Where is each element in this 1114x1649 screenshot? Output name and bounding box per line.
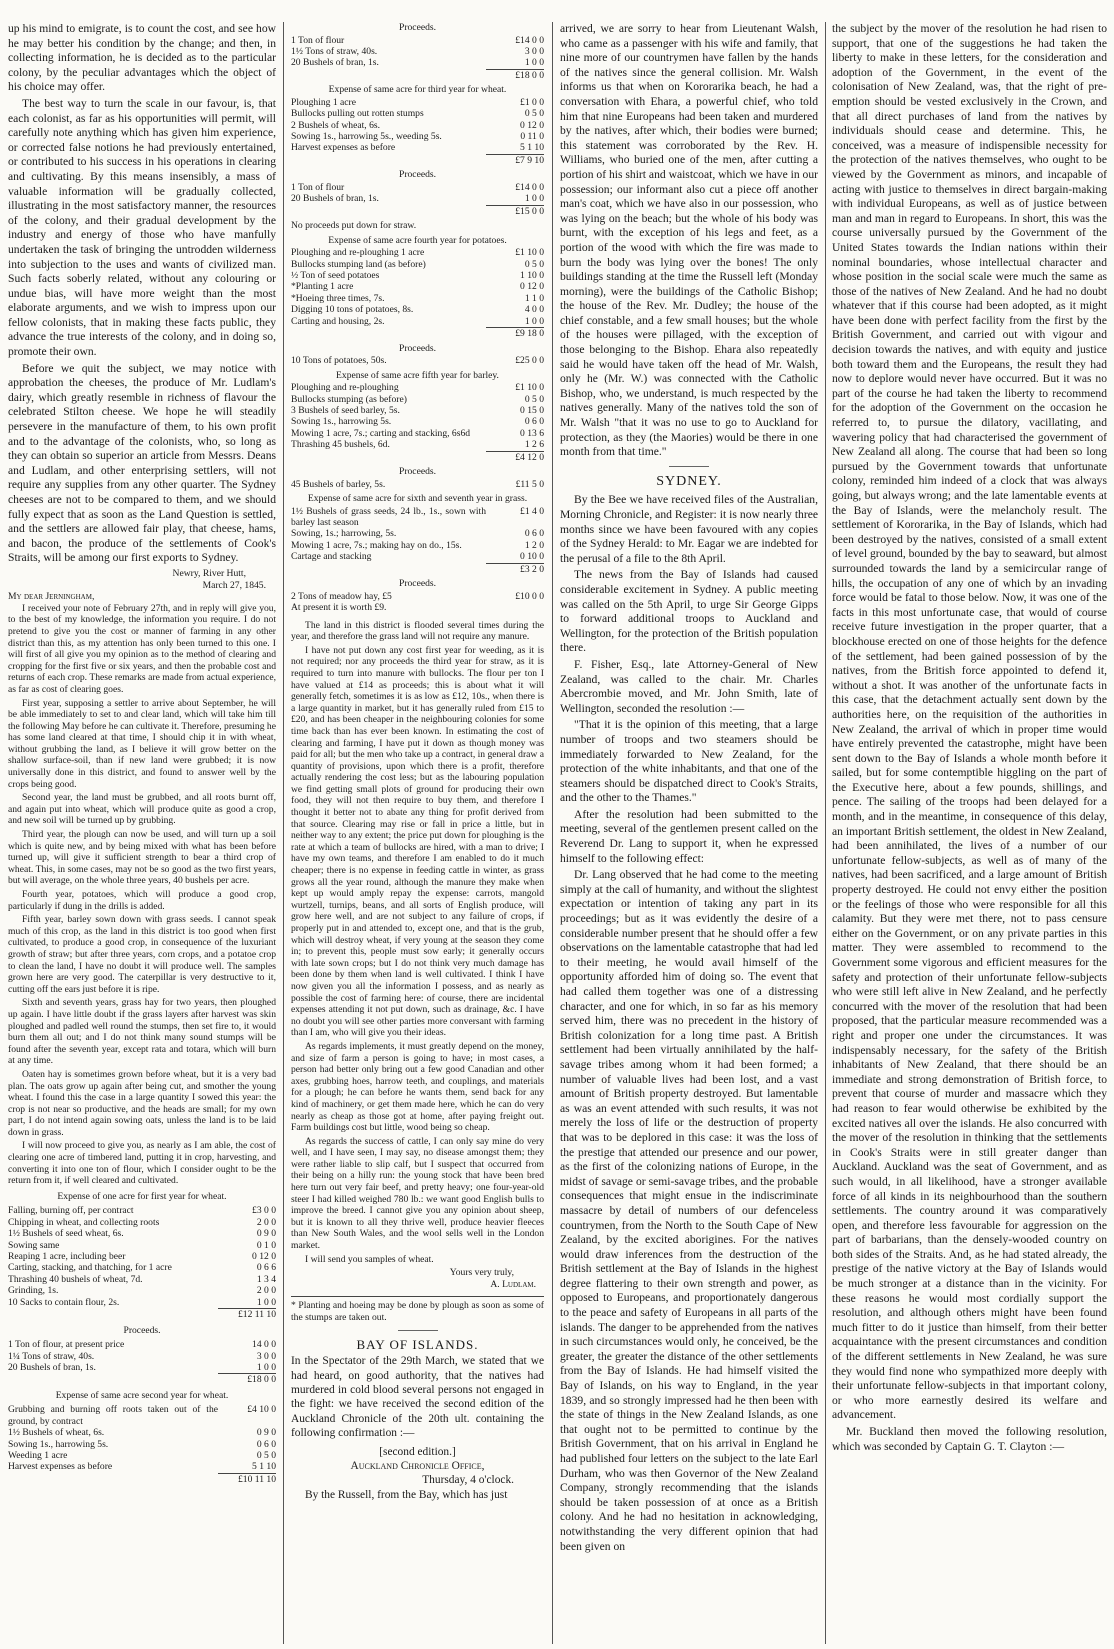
note-text: At present it is worth £9.: [291, 601, 387, 613]
table-row: Mowing 1 acre, 7s.; carting and stacking, 6s6d 0 13 6: [291, 427, 544, 439]
proceeds-title: Proceeds.: [398, 22, 437, 33]
letter-paragraph: The land in this district is flooded several times during the year, and therefore the grass land will not require any manure.: [291, 619, 544, 643]
article-paragraph: up his mind to emigrate, is to count the cost, and see how he may better his condition by the change; and then, in collecting information, he is decided as to the particular colony, by the peculiar advantages which the object of his choice may offer.: [8, 22, 276, 94]
expense-table-title: Expense of same acre fifth year for barley.: [336, 369, 499, 381]
table-row: Weeding 1 acre 0 5 0: [8, 1449, 276, 1461]
table-total-row: £15 0 0: [291, 205, 544, 217]
table-row: 1½ Bushels of grass seeds, 24 lb., 1s., sown with barley last season £1 4 0: [291, 505, 544, 528]
article-paragraph: In the Spectator of the 29th March, we stated that we had heard, on good authority, that the natives had murdered in cold blood several persons not engaged in the fight: we have received the second edition of the Auckland Chronicle of the 20th ult. containing the following confirmation :—: [291, 1355, 544, 1440]
table-row: 2 Tons of meadow hay, £5 £10 0 0: [291, 590, 544, 602]
note-text: No proceeds put down for straw.: [291, 220, 417, 232]
table-row: 20 Bushels of bran, 1s. 1 0 0: [8, 1361, 276, 1373]
letter-paragraph: I will send you samples of wheat.: [305, 1253, 434, 1265]
table-row: Bullocks stumping land (as before) 0 5 0: [291, 258, 544, 270]
table-row: 1 Ton of flour, at present price 14 0 0: [8, 1339, 276, 1351]
proceeds-table: [291, 591, 544, 602]
table-row: 45 Bushels of barley, 5s. £11 5 0: [291, 478, 544, 490]
table-total-row: £7 9 10: [291, 154, 544, 166]
letter-paragraph: I received your note of February 27th, and in reply will give you, to the best of my knowledge, the information you require. I do not pretend to give you the cost or manner of farming in any other district than this, as my attention has only been turned to this one. I will first of all give you my opinion as to the method of clearing and cropping for the first five or six years, and then the probable cost and returns of each crop. These remarks are made from actual experience, as far as cost of clearing goes.: [8, 602, 276, 695]
column-rule: [825, 22, 826, 1644]
table-row: Bullocks stumping (as before) 0 5 0: [291, 393, 544, 405]
letter-dateline: Newry, River Hutt,: [172, 567, 246, 579]
letter-paragraph: I have not put down any cost first year for weeding, as it is not required; nor any proceeds the third year for straw, as it is required to turn into manure with bullocks. The flour per ton I have valued at £14 as proceeds; this is about what it will generally fetch, sometimes it is as low as £12, 10s., when there is a large quantity in market, but it has generally ruled from £15 to £20, and has been cheaper in the neighbouring colonies for some time back than has ever been known. In estimating the cost of clearing and farming, I have put it down as though money was paid for all; but the men who take up a contract, in general draw a quantity of provisions, upon which there is a profit, therefore actually rendering the cost less; but as the labouring population we find getting small plots of ground for producing their own food, they will not then require to buy them, and therefore I thought it better not to abate any thing for profit derived from that source. Clearing may rise or fall in price a little, but in neither way to any extent; the price put down for ploughing is the rate at which a team of bullocks are hired, with a man to drive; I have my own teams, and therefore I am enabled to do it much cheaper; there is no expense in feeding cattle in winter, as grass grows all the year round, although the manure they make when kept up would amply repay the expense: carrots, mangold wurtzell, turnips, beans, and all sorts of English produce, will grow here well, and are not subject to any failure of crops, if properly put in and attended to, except one, and that is the grub, which will destroy wheat, if very young at the season they come in; to prevent this, people must sow early; it generally occurs with late sown crops; but I do not think very much damage has been done by them when land is well cultivated. I think I have now given you all the information I possess, and as nearly as possible the cost of farming here: of course, there are incidental expenses attending it not put down, such as drainage, &c. I have no doubt you will see other parties more conversant with farming than I am, who will give you their ideas.: [291, 644, 544, 1039]
article-paragraph: Dr. Lang observed that he had come to the meeting simply at the call of humanity, and without the slightest expectation or intention of taking any part in its proceedings; but as it was evidently the desire of a considerable number present that he should offer a few observations on the lamentable catastrophe that had led to their meeting, he would avail himself of the opportunity afforded him of doing so. The event that had called them together was one of a distressing character, and one for which, in so far as his memory served him, there was no precedent in the history of British colonization for a long time past. A British settlement had been virtually annihilated by the half-savage tribes among whom it had been formed; a number of valuable lives had been lost, and a vast amount of British property destroyed. But lamentable as was an event attended with such results, it was not merely the loss of life or the destruction of property that was to be deplored in this case: it was the loss of the prestige that attended our presence and our power, as the first of the colonizing nations of Europe, in the midst of savage or semi-savage tribes, and the probable consequences that might ensue in the indiscriminate massacre by detail of numbers of our defenceless countrymen, from the North to the South Cape of New Zealand, by the excited aborigines. For the natives would draw inferences from the destruction of the British settlement at the Bay of Islands in the highest degree flattering to their own strength and power, as opposed to Europeans, and proportionately dangerous to the peace and safety of Europeans in all parts of the islands. The danger to be apprehended from the natives in such circumstances would only, he conceived, be the greater, the greater the distance of the other settlements from the Bay of Islands. He had himself visited the Bay of Islands, on his way to England, in the year 1839, and so strongly impressed had he then been with the state of things in the New Zealand Islands, as one that ought not to be permitted to continue by the British Government, that on his arrival in England he had published four letters on the subject to the late Earl Durham, who was then Governor of the New Zealand Company, strongly recommending that the islands should be taken possession of at once as a British colony. And he had no hesitation in acknowledging, notwithstanding the very different opinion that had been given on: [560, 868, 818, 1553]
article-paragraph: The news from the Bay of Islands had caused considerable excitement in Sydney. A public meeting was called on the 5th April, to urge Sir George Gipps to forward additional troops to Auckland and Wellington, for the protection of the British population there.: [560, 568, 818, 655]
letter-paragraph: Second year, the land must be grubbed, and all roots burnt off, and again put into wheat, which will produce quite as good a crop, and new soil will be turned up by grubbing.: [8, 792, 276, 827]
table-row: 10 Tons of potatoes, 50s. £25 0 0: [291, 355, 544, 367]
article-paragraph: F. Fisher, Esq., late Attorney-General of New Zealand, was called to the chair. Mr. Charles Abercrombie moved, and Mr. John Smith, late of Wellington, seconded the resolution :—: [560, 657, 818, 715]
table-total-row: £10 11 10: [8, 1473, 276, 1485]
expense-table: [291, 506, 544, 575]
expense-table: [291, 97, 544, 166]
letter-paragraph: Fourth year, potatoes, which will produce a good crop, particularly if dung in the drills is added.: [8, 889, 276, 912]
table-row: Grinding, 1s. 2 0 0: [8, 1285, 276, 1297]
section-divider: [669, 466, 709, 467]
section-divider: [398, 1330, 438, 1331]
time-line: Thursday, 4 o'clock.: [422, 1474, 514, 1487]
table-row: Chipping in wheat, and collecting roots 2 0 0: [8, 1216, 276, 1228]
table-row: 3 Bushels of seed barley, 5s. 0 15 0: [291, 404, 544, 416]
column-3: [560, 22, 818, 1644]
letter-date: March 27, 1845.: [202, 579, 266, 591]
proceeds-title: Proceeds.: [123, 1324, 161, 1336]
letter-paragraph: Fifth year, barley sown down with grass seeds. I cannot speak much of this crop, as the land in this district is too good when first cultivated, to produce a good crop, in consequence of the luxuriant growth of straw; but after three years, corn crops, and a potatoe crop to clean the land, I have no doubt it will produce well. The samples grown here are very good. The caterpillar is very destructive to it, cutting off the ears just before it is ripe.: [8, 914, 276, 995]
table-row: Falling, burning off, per contract £3 0 0: [8, 1205, 276, 1217]
expense-table-title: Expense of same acre second year for wheat.: [55, 1389, 229, 1401]
table-total-row: £3 2 0: [291, 563, 544, 575]
proceeds-table: [291, 35, 544, 82]
table-row: *Planting 1 acre 0 12 0: [291, 281, 544, 293]
table-total-row: £4 12 0: [291, 451, 544, 463]
expense-table: [8, 1205, 276, 1320]
table-row: *Hoeing three times, 7s. 1 1 0: [291, 292, 544, 304]
table-row: 1½ Bushels of seed wheat, 6s. 0 9 0: [8, 1228, 276, 1240]
article-paragraph: Before we quit the subject, we may notice with approbation the cheeses, the produce of Mr. Ludlam's dairy, which greatly resemble in richness of flavour the celebrated Stilton cheese. We hope he will steadily persevere in the manufacture of them, to his own profit and to the advantage of the colonists, who, so long as they can obtain so superior an article from Messrs. Deans and Ludlam, and other enterprising settlers, will not require any supplies from any other quarter. The Sydney cheeses are not to be compared to them, and we should fully expect that as soon as the Land Question is settled, and the settlers are allowed fair play, that cheese, hams, and bacon, the produce of the settlements of Cook's Straits, will be among our first exports to Sydney.: [8, 361, 276, 565]
column-rule: [552, 22, 553, 1644]
proceeds-title: Proceeds.: [398, 465, 437, 477]
table-row: 20 Bushels of bran, 1s. 1 0 0: [291, 193, 544, 205]
letter-signature: A. Ludlam.: [490, 1278, 536, 1290]
table-row: Sowing 1s., harrowing 5s. 0 6 0: [291, 416, 544, 428]
table-row: 20 Bushels of bran, 1s. 1 0 0: [291, 57, 544, 69]
letter-paragraph: First year, supposing a settler to arrive about September, he will be able immediately to set to and clear land, which will take him till the following May before he can cultivate it. Therefore, presuming he has some land cleared at that time, I should chip it in with wheat, without grubbing the land, as I believe it will grow better on the shallow surface-soil, than if new land were grubbed; it is now universally done in this district, and found to answer well by the crops being good.: [8, 697, 276, 790]
letter-paragraph: Sixth and seventh years, grass hay for two years, then ploughed up again. I have little doubt if the grass layers after harvest was skin ploughed and padled well round the stumps, then set fire to, it would burn them all out; and I do not think many sound stumps will be found after the seventh year, except rata and totara, which will burn at any time.: [8, 997, 276, 1067]
expense-table-title: Expense of same acre for third year for wheat.: [328, 84, 507, 96]
letter-salutation: My dear Jerningham,: [8, 591, 95, 603]
edition-label: [second edition.]: [379, 1445, 456, 1458]
section-heading: SYDNEY.: [656, 473, 722, 489]
proceeds-title: Proceeds.: [398, 169, 437, 181]
proceeds-title: Proceeds.: [398, 577, 437, 589]
article-paragraph: Mr. Buckland then moved the following resolution, which was seconded by Captain G. T. Clayton :—: [832, 1425, 1107, 1453]
table-row: 1 Ton of flour £14 0 0: [291, 34, 544, 46]
office-line: Auckland Chronicle Office,: [350, 1460, 485, 1473]
table-row: Thrashing 40 bushels of wheat, 7d. 1 3 4: [8, 1273, 276, 1285]
letter-paragraph: As regards implements, it must greatly depend on the money, and size of farm a person is going to have; in most cases, a person had better only bring out a few good Canadian and other axes, grubbing hoes, harrow teeth, and couplings, and materials for a plough; he can before he wants them, send back for any kind of machinery, or get them made here, which he can do very nearly as cheap as those got at home, after paying freight out. Farm buildings cost but little, wood being so cheap.: [291, 1040, 544, 1134]
table-row: Digging 10 tons of potatoes, 8s. 4 0 0: [291, 304, 544, 316]
expense-table-title: Expense of same acre fourth year for potatoes.: [328, 234, 507, 246]
expense-table: [8, 1404, 276, 1485]
table-row: 1½ Tons of straw, 40s. 3 0 0: [291, 46, 544, 57]
table-row: Sowing 1s., harrowing 5s. 0 6 0: [8, 1438, 276, 1450]
expense-table: [291, 247, 544, 339]
table-row: 1½ Bushels of wheat, 6s. 0 9 0: [8, 1427, 276, 1439]
article-paragraph: By the Russell, from the Bay, which has just: [305, 1488, 508, 1501]
column-4: [832, 22, 1107, 1644]
letter-closing: Yours very truly,: [449, 1267, 514, 1279]
proceeds-table: [291, 182, 544, 217]
table-row: Thrashing 45 bushels, 6d. 1 2 6: [291, 439, 544, 451]
column-2: [291, 22, 544, 1644]
table-row: 10 Sacks to contain flour, 2s. 1 0 0: [8, 1296, 276, 1308]
table-row: Cartage and stacking 0 10 0: [291, 551, 544, 563]
column-1: [8, 22, 276, 1644]
table-row: Carting, stacking, and thatching, for 1 acre 0 6 6: [8, 1262, 276, 1274]
article-paragraph: After the resolution had been submitted to the meeting, several of the gentlemen present called on the Reverend Dr. Lang to support it, when he expressed himself to the following effect:: [560, 807, 818, 865]
table-total-row: £12 11 10: [8, 1309, 276, 1321]
footnote: * Planting and hoeing may be done by plough as soon as some of the stumps are taken out.: [291, 1296, 544, 1323]
table-row: Mowing 1 acre, 7s.; making hay on do., 15s. 1 2 0: [291, 539, 544, 551]
article-paragraph: arrived, we are sorry to hear from Lieutenant Walsh, who came as a passenger with his wife and family, that nine more of our countrymen have fallen by the hands of the natives since the general collision. Mr. Walsh informs us that when on Kororarika beach, he had a conversation with Ehara, a powerful chief, who told him that nine Europeans had been taken and murdered by the natives, after which, their bodies were burned; this statement was corroborated by the Rev. H. Williams, who buried one of the men, after cutting a portion of his shirt and waistcoat, which we have in our possession; our informant also cut a piece off another man's coat, which we have also in our possession, who was lying on the beach; but the whole of his body was burnt, with the exception of his legs and feet, as a portion of the wood with which the fire was made to burn the body was lying over the bones! The only buildings standing at the time the Russell left (Monday morning), were the buildings of the Catholic Bishop; the house of the Rev. Mr. Dudley; the house of the chief constable, and a few small houses; but the whole of the houses were pillaged, with the exception of those belonging to the Bishop. Ehara also repeatedly said he would have taken off the head of Mr. Walsh, only he (Mr. W.) was connected with the Catholic Bishop, who, we understand, is much respected by the natives generally. Many of the natives told the son of Mr. Walsh "that it was no use to go to Auckland for protection, as they (the Maories) would be there in one month from that time.": [560, 22, 818, 459]
table-row: Ploughing and re-ploughing 1 acre £1 10 0: [291, 247, 544, 259]
table-row: 1 Ton of flour £14 0 0: [291, 181, 544, 193]
table-row: Sowing same 0 1 0: [8, 1239, 276, 1251]
proceeds-table: [8, 1339, 276, 1386]
letter-paragraph: Third year, the plough can now be used, and will turn up a soil which is quite new, and by being mixed with what has been before turned up, will give it sufficient strength to bear a third crop of wheat. This, in some cases, may not be so good as the two first years, but will average, on the whole three years, 40 bushels per acre.: [8, 829, 276, 887]
table-row: ½ Ton of seed potatoes 1 10 0: [291, 270, 544, 282]
expense-table: [291, 382, 544, 463]
table-row: Bullocks pulling out rotten stumps 0 5 0: [291, 108, 544, 120]
table-row: Carting and housing, 2s. 1 0 0: [291, 315, 544, 327]
table-total-row: £18 0 0: [291, 69, 544, 81]
table-row: 2 Bushels of wheat, 6s. 0 12 0: [291, 119, 544, 131]
table-row: Ploughing and re-ploughing £1 10 0: [291, 382, 544, 394]
table-row: 1¼ Tons of straw, 40s. 3 0 0: [8, 1350, 276, 1362]
letter-paragraph: Oaten hay is sometimes grown before wheat, but it is a very bad plan. The oats grow up again after being cut, and smother the young wheat. I found this the case in a large quantity I sowed this year: the crop is not near so productive, and the heads are small; for my own part, I do not intend again sowing oats, unless the land is to be laid down in grass.: [8, 1068, 276, 1138]
table-row: Grubbing and burning off roots taken out of the ground, by contract £4 10 0: [8, 1404, 276, 1427]
column-rule: [283, 22, 284, 1644]
proceeds-title: Proceeds.: [398, 342, 437, 354]
table-row: Harvest expenses as before 5 1 10: [8, 1461, 276, 1473]
article-paragraph: "That it is the opinion of this meeting, that a large number of troops and two steamers should be immediately forwarded to New Zealand, for the protection of the white inhabitants, and that one of the steamers should be dispatched direct to Cook's Straits, and the other to the Thames.": [560, 718, 818, 805]
expense-table-title: Expense of same acre for sixth and seventh year in grass.: [307, 492, 528, 504]
letter-paragraph: I will now proceed to give you, as nearly as I am able, the cost of clearing one acre of timbered land, putting it in crop, harvesting, and converting it into one ton of flour, which I consider ought to be the return from it, if well cleared and cultivated.: [8, 1140, 276, 1187]
section-heading: BAY OF ISLANDS.: [356, 1336, 479, 1352]
article-paragraph: The best way to turn the scale in our favour, is, that each colonist, as far as his opportunities will permit, will carefully note anything which has given him experience, or corrected false notions he had previously entertained, or contributed to his success in his operations in clearing and cultivating. By this means insensibly, a mass of valuable information will be gradually collected, illustrating in the most satisfactory manner, the resources of the colony, and their gradual development by the industry and energy of those who have manfully undertaken the task of bringing the untrodden wilderness into subjection to the uses and wants of civilized man. Such facts soberly related, without any colouring or undue bias, will have more weight than the most elaborate arguments, and we wish to impress upon our fellow colonists, that in making these facts public, they advance the true interests of the colony, and in doing so, promote their own.: [8, 96, 276, 359]
table-total-row: £9 18 0: [291, 328, 544, 340]
table-row: Sowing, 1s.; harrowing, 5s. 0 6 0: [291, 528, 544, 540]
proceeds-table: [291, 355, 544, 366]
table-total-row: £18 0 0: [8, 1374, 276, 1386]
article-paragraph: the subject by the mover of the resolution he had risen to support, that one of the suggestions he had taken the liberty to make in these letters, for the consideration and adoption of the Government, in the event of the colonisation of New Zealand, was, that the right of pre-emption should be vested exclusively in the Crown, and that all direct purchases of land from the natives by individuals should cease and determine. This, he conceived, was a measure of indispensible necessity for the protection of the natives themselves, who ought to be viewed by the Government as minors, and incapable of acting with justice to themselves in direct bargain-making with individual Europeans, as well as of justice between man and man in regard to Europeans. In short, this was the course universally pursued by the Government of the United States towards the Indian nations within their nominal boundaries, whose intellectual character and whose position in the social scale were much the same as those of the natives of New Zealand. And he had no doubt whatever that if this course had been adopted, as it might have been done with perfect facility from the first by the British Government, and carried out with vigour and decision towards the natives, and with equity and justice both toward them and the Europeans, the result they had now to deplore would never have occurred. But it was no part of the course he had taken the liberty to recommend for the adoption of the Government on the occasion he referred to, to pursue the dilatory, vacillating, and wavering policy that had characterised the government of New Zealand all along. The course that had been so long pursued by the Government towards that unfortunate colony, reminded him indeed of a clock that was always going, but always wrong; and the late lamentable events at the Bay of Islands, were the melancholy result. The settlement of Kororarika, in the Bay of Islands, which had been destroyed by the natives, consisted of a small extent of level ground, bounded by the bay to seaward, but almost surrounded towards the land by a semicircular range of hills, the occupation of any one of which by an invading force would be fatal to those below. Now, it was one of the facts in this most unfortunate case, that would of course receive future investigation in the proper quarter, that a blockhouse erected on one of those heights for the defence of the settlement, had been gained possession of by the natives, from the British force appointed to defend it, without a shot. It was another of the unfortunate facts in this case, that the detachment actually sent down by the authorities here, on the requisition of the authorities in New Zealand, the arrival of which in proper time would have entirely prevented the catastrophe, might have been sent down to the Bay of Islands a whole month before it sailed, but for some contemptible higgling on the part of the Executive here, about a few pounds, shillings, and pence. The sailing of the troops had been delayed for a month, and in the meantime, in consequence of this delay, an important British settlement, the oldest in New Zealand, had been annihilated, the lives of a number of our unfortunate fellow-subjects, as well as of many of the natives, had been sacrificed, and a large amount of British property destroyed. He could not envy either the position or the feelings of those who were responsible for all this calamity. But they were met there, not to pass censure either on the Government, or on any private parties in this matter. They were assembled to recommend to the Government some vigorous and efficient measures for the safety and protection of their unfortunate fellow-subjects who were still left alive in New Zealand, and he perfectly concurred with the mover of the resolution that had been proposed, that the particular measure recommended was a right and proper one under the circumstances. It was indispensably necessary, for the safety of the British inhabitants of New Zealand, that there should be an immediate and strong demonstration of British force, to prevent that course of murder and massacre which they had reason to fear would otherwise be exhibited by the excited natives all over the islands. He also concurred with the mover of the resolution in thinking that the settlements in Cook's Straits were in still greater danger than Auckland. Auckland was the seat of Government, and as such would, in all likelihood, have a stronger available force of all kinds in its neighbourhood than the southern settlements. The country around it was comparatively open, and therefore less favourable for aggression on the part of barbarians, than the densely-wooded country on both sides of the Straits. And, as he had stated already, the prestige of the native victory at the Bay of Islands would be much stronger at a distance than in the vicinity. For these reasons he would most cordially support the resolution, and although others might have been found much fitter to do it justice than himself, from their better acquaintance with the present circumstances and condition of the different settlements in New Zealand, he was sure they would find none who sympathized more deeply with their unfortunate fellow-subjects in that important colony, or who more earnestly desired its welfare and advancement.: [832, 22, 1107, 1422]
article-paragraph: By the Bee we have received files of the Australian, Morning Chronicle, and Register: it is now nearly three months since we have been favoured with any copies of the Sydney Herald: to Mr. Eagar we are indebted for the perusal of a file to the 8th April.: [560, 493, 818, 565]
proceeds-table: [291, 479, 544, 490]
table-row: Ploughing 1 acre £1 0 0: [291, 96, 544, 108]
expense-table-title: Expense of one acre for first year for wheat.: [57, 1190, 227, 1202]
table-row: Sowing 1s., harrowing 5s., weeding 5s. 0 11 0: [291, 131, 544, 143]
letter-paragraph: As regards the success of cattle, I can only say mine do very well, and I have seen, I may say, no disease amongst them; they were rather liable to slip calf, but I suspect that occurred from their being on a hilly run: the young stock that have been bred here turn out very fair beef, and pretty heavy; one four-year-old steer I had killed weighed 780 lb.: we want good English bulls to improve the breed. I cannot give you any opinion about sheep, but it is known to all they thrive well, produce heavier fleeces than New South Wales, and the wool sells well in the London market.: [291, 1135, 544, 1252]
table-row: Reaping 1 acre, including beer 0 12 0: [8, 1251, 276, 1263]
table-row: Harvest expenses as before 5 1 10: [291, 142, 544, 154]
